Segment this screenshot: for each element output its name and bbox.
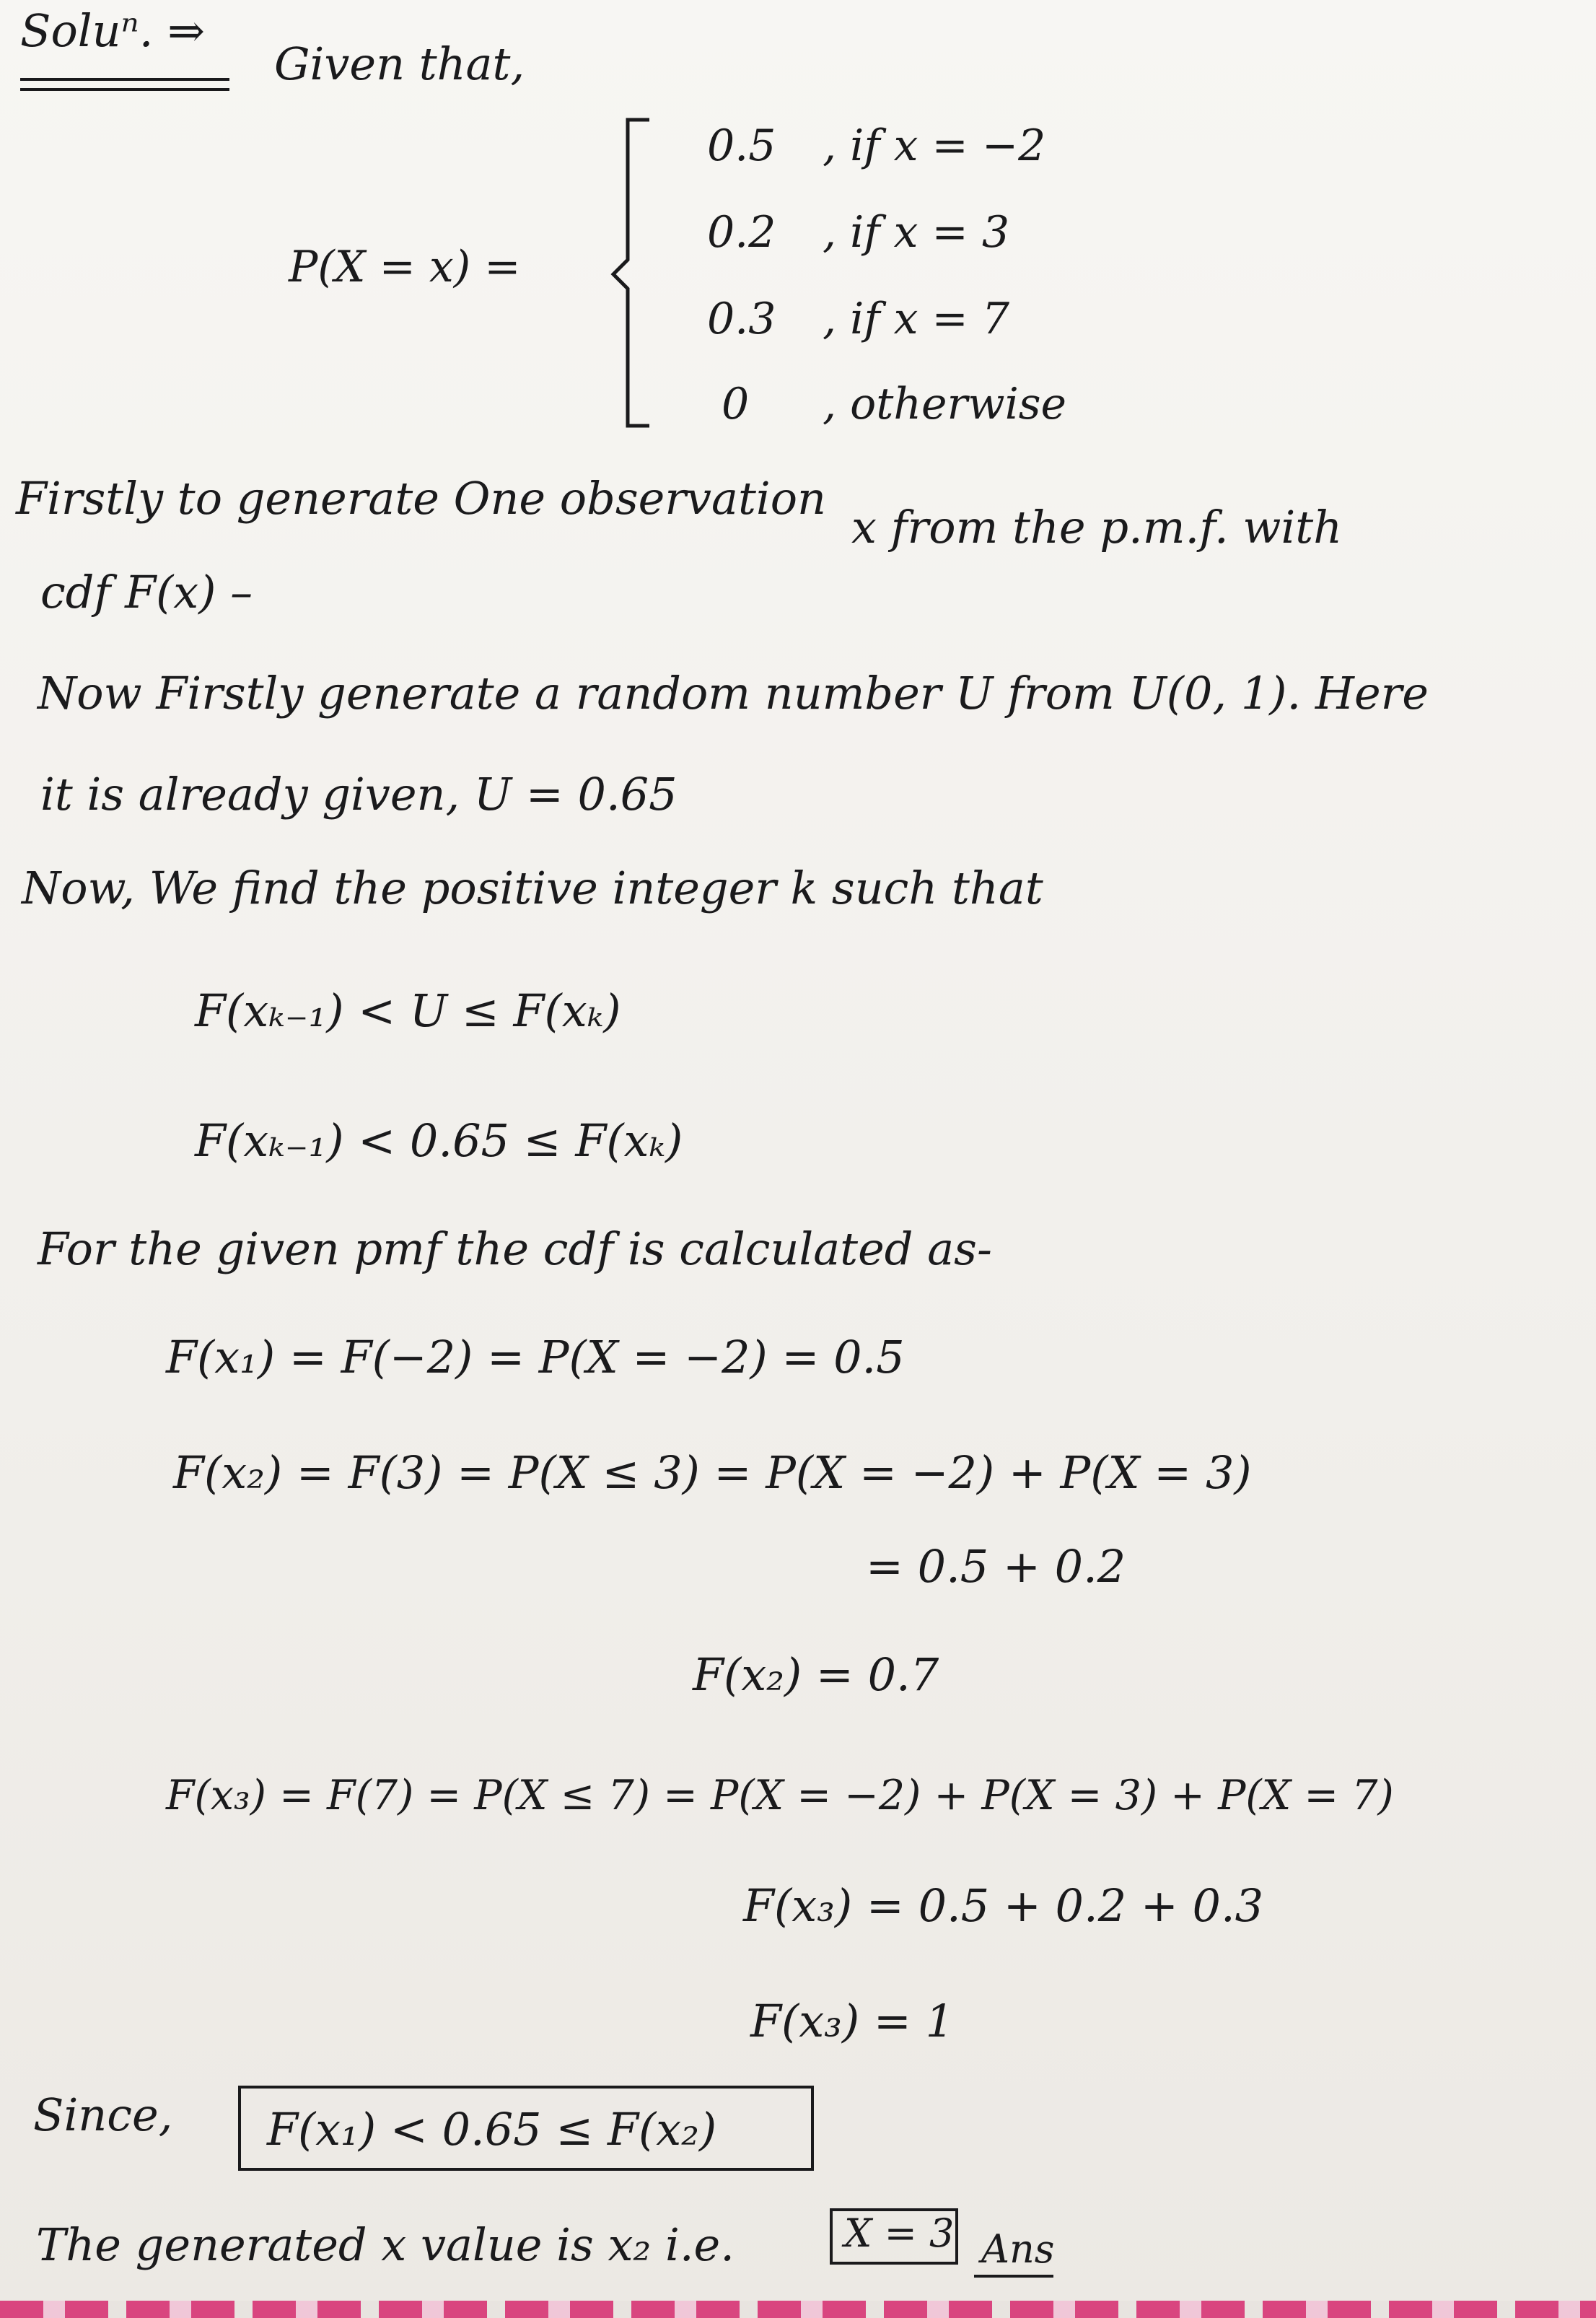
cdf-f2-line-1: F(x₂) = F(3) = P(X ≤ 3) = P(X = −2) + P(X = 3): [173, 1446, 1252, 1499]
cdf-f2-line-2: = 0.5 + 0.2: [866, 1540, 1126, 1593]
solution-label: Soluⁿ. ⇒: [20, 4, 206, 57]
pmf-case-4-condition: , otherwise: [823, 379, 1067, 429]
pmf-case-2-condition: , if x = 3: [823, 207, 1010, 258]
cdf-f1: F(x₁) = F(−2) = P(X = −2) = 0.5: [166, 1331, 905, 1383]
given-heading: Given that,: [274, 38, 525, 90]
notebook-edge-band: [0, 2301, 1596, 2318]
intro-line-1b: x from the p.m.f. with: [851, 501, 1343, 554]
generate-line-2: it is already given, U = 0.65: [40, 768, 678, 821]
ans-label: Ans: [981, 2226, 1055, 2272]
solution-underline: [20, 78, 229, 81]
solution-underline-2: [20, 88, 229, 91]
result-text: The generated x value is x₂ i.e.: [36, 2218, 735, 2271]
pmf-lhs: P(X = x) =: [289, 242, 521, 292]
cdf-intro: For the given pmf the cdf is calculated as-: [38, 1223, 992, 1275]
pmf-case-2-value: 0.2: [707, 207, 776, 258]
cdf-f3-line-1: F(x₃) = F(7) = P(X ≤ 7) = P(X = −2) + P(X = 3) + P(X = 7): [166, 1772, 1394, 1819]
pmf-case-1-condition: , if x = −2: [823, 121, 1046, 171]
generate-line-3: Now, We find the positive integer k such that: [22, 862, 1043, 914]
pmf-case-4-value: 0: [722, 379, 750, 429]
pmf-case-3-condition: , if x = 7: [823, 294, 1010, 344]
boxed-answer: X = 3: [844, 2210, 955, 2256]
cdf-f3-line-2: F(x₃) = 0.5 + 0.2 + 0.3: [743, 1879, 1264, 1932]
cdf-f2-line-3: F(x₂) = 0.7: [693, 1648, 939, 1701]
since-label: Since,: [33, 2089, 173, 2141]
inequality-specific: F(xₖ₋₁) < 0.65 ≤ F(xₖ): [195, 1114, 683, 1167]
inequality-general: F(xₖ₋₁) < U ≤ F(xₖ): [195, 984, 621, 1037]
pmf-case-1-value: 0.5: [707, 121, 776, 171]
pmf-brace: [606, 115, 664, 433]
cdf-f3-line-3: F(x₃) = 1: [750, 1995, 955, 2047]
boxed-inequality: F(x₁) < 0.65 ≤ F(x₂): [267, 2103, 717, 2156]
ans-underline: [974, 2275, 1053, 2278]
intro-line-1a: Firstly to generate One observation: [16, 472, 826, 525]
generate-line-1: Now Firstly generate a random number U from U(0, 1). Here: [38, 667, 1429, 720]
pmf-case-3-value: 0.3: [707, 294, 776, 344]
intro-line-2: cdf F(x) –: [40, 566, 253, 618]
